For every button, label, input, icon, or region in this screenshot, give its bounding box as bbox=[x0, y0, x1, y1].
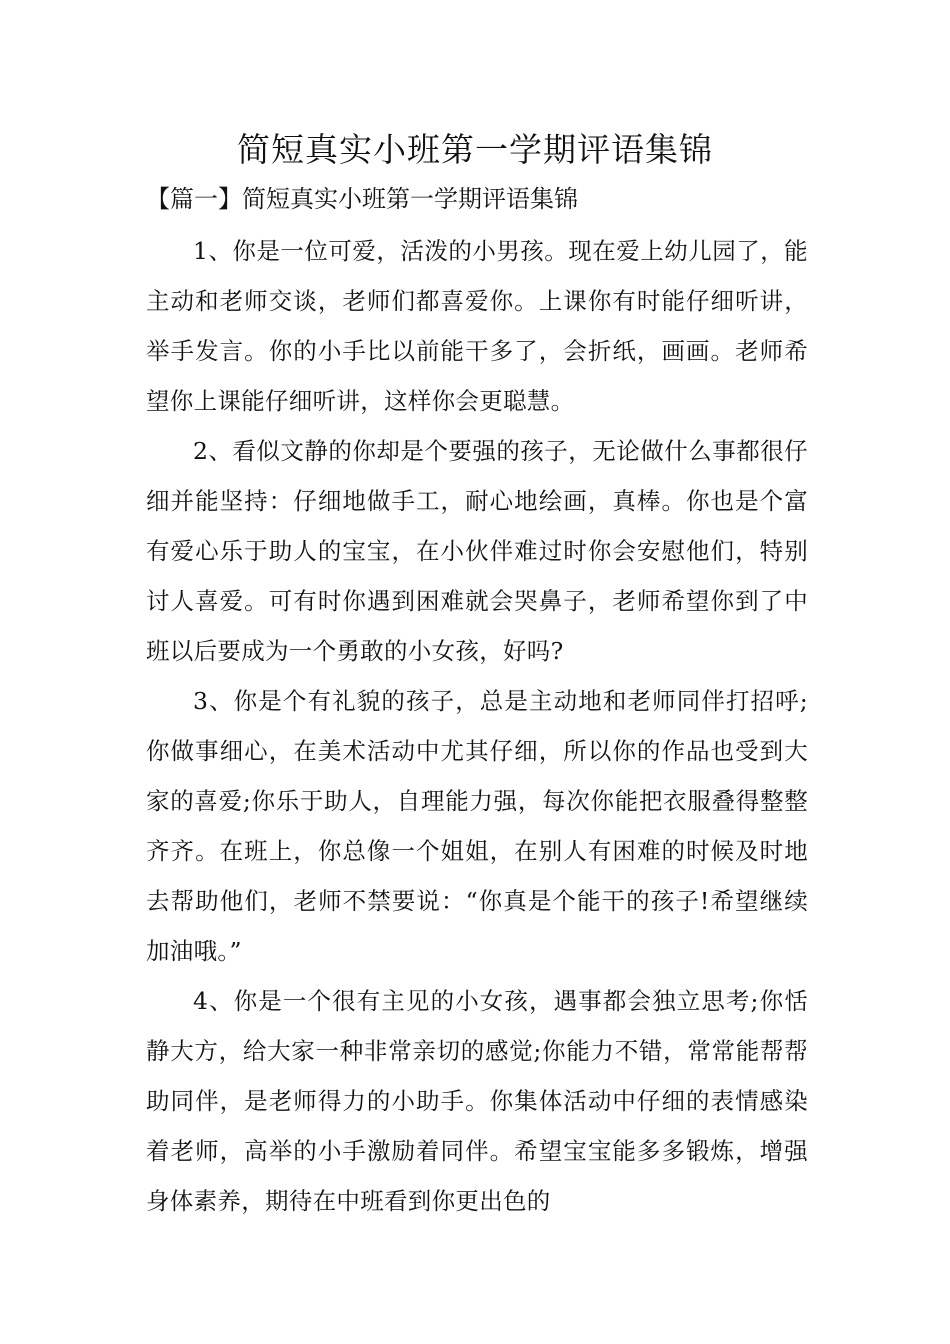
paragraph-3: 3、你是个有礼貌的孩子，总是主动地和老师同伴打招呼;你做事细心，在美术活动中尤其仔细，所以你的作品也受到大家的喜爱;你乐于助人，自理能力强，每次你能把衣服叠得整整齐齐。在班上，你总像一个姐姐，在别人有困难的时候及时地去帮助他们，老师不禁要说：“你真是个能干的孩子!希望继续加油哦。” bbox=[146, 687, 808, 965]
section-heading: 【篇一】简短真实小班第一学期评语集锦 bbox=[146, 185, 578, 213]
document-body bbox=[146, 226, 808, 1226]
paragraph-2: 2、看似文静的你却是个要强的孩子，无论做什么事都很仔细并能坚持：仔细地做手工，耐心地绘画，真棒。你也是个富有爱心乐于助人的宝宝，在小伙伴难过时你会安慰他们，特别讨人喜爱。可有时你遇到困难就会哭鼻子，老师希望你到了中班以后要成为一个勇敢的小女孩，好吗? bbox=[146, 437, 808, 665]
paragraph-1: 1、你是一位可爱，活泼的小男孩。现在爱上幼儿园了，能主动和老师交谈，老师们都喜爱你。上课你有时能仔细听讲，举手发言。你的小手比以前能干多了，会折纸，画画。老师希望你上课能仔细听讲，这样你会更聪慧。 bbox=[146, 237, 808, 415]
paragraph-4: 4、你是一个很有主见的小女孩，遇事都会独立思考;你恬静大方，给大家一种非常亲切的感觉;你能力不错，常常能帮帮助同伴，是老师得力的小助手。你集体活动中仔细的表情感染着老师，高举的小手激励着同伴。希望宝宝能多多锻炼，增强身体素养，期待在中班看到你更出色的 bbox=[146, 987, 808, 1215]
page-title: 简短真实小班第一学期评语集锦 bbox=[237, 130, 713, 169]
